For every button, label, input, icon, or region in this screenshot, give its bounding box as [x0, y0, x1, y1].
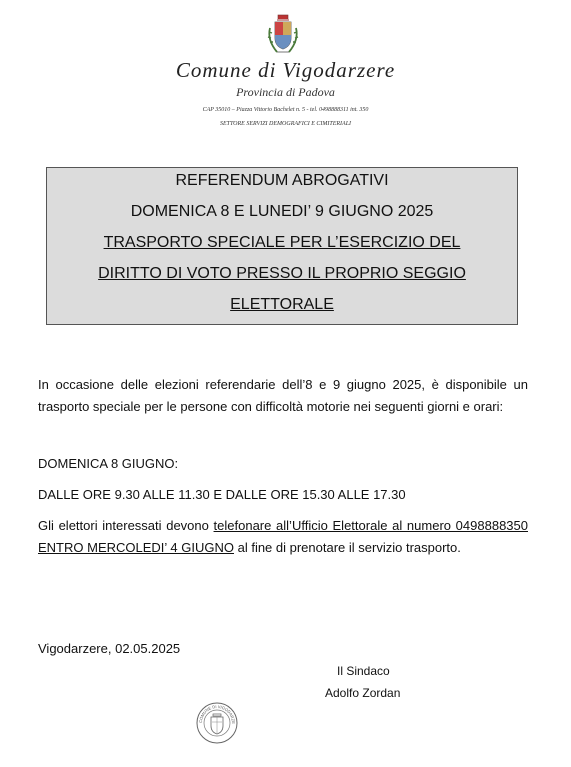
municipal-crest-icon — [265, 14, 301, 58]
provincia-name: Provincia di Padova — [236, 85, 335, 99]
settore-line: SETTORE SERVIZI DEMOGRAFICI E CIMITERIALI — [219, 121, 352, 127]
header-line-3-wrap — [47, 233, 517, 253]
instructions-paragraph — [38, 515, 528, 559]
svg-text:COMUNE DI VIGODARZERE: COMUNE DI VIGODARZE — [197, 703, 237, 724]
signature-name: Adolfo Zordan — [325, 686, 401, 700]
instructions-link: telefonare all’Ufficio Elettorale al numero 0498888350 ENTRO MERCOLEDI’ 4 GIUGNO — [38, 518, 528, 555]
comune-name: Comune di Vigodarzere — [175, 58, 396, 82]
header-line-1: REFERENDUM ABROGATIVI — [175, 172, 389, 189]
instructions-post: al fine di prenotare il servizio trasporto. — [233, 540, 461, 555]
header-line-5-wrap — [47, 295, 517, 315]
hours-line: DALLE ORE 9.30 ALLE 11.30 E DALLE ORE 15.30 ALLE 17.30 — [38, 487, 406, 502]
intro-paragraph: In occasione delle elezioni referendarie dell’8 e 9 giugno 2025, è disponibile un trasporto speciale per le persone con difficoltà motorie nei seguenti giorni e orari: — [38, 377, 528, 414]
header-line-4: DIRITTO DI VOTO PRESSO IL PROPRIO SEGGIO — [98, 265, 466, 282]
signature-title: Il Sindaco — [337, 664, 390, 678]
instructions-pre: Gli elettori interessati devono — [38, 518, 214, 533]
day-line: DOMENICA 8 GIUGNO: — [38, 456, 179, 471]
header-line-2: DOMENICA 8 E LUNEDI’ 9 GIUGNO 2025 — [130, 203, 434, 220]
official-seal-icon — [196, 702, 238, 744]
address-line: CAP 35010 – Piazza Vittorio Bachelet n. 5 - tel. 0498888311 int. 350 — [202, 107, 369, 113]
header-line-4-wrap — [47, 264, 517, 284]
place-date: Vigodarzere, 02.05.2025 — [38, 641, 181, 656]
header-box — [46, 167, 518, 325]
header-line-3: TRASPORTO SPECIALE PER L’ESERCIZIO DEL — [103, 234, 461, 251]
header-line-5: ELETTORALE — [230, 296, 334, 313]
